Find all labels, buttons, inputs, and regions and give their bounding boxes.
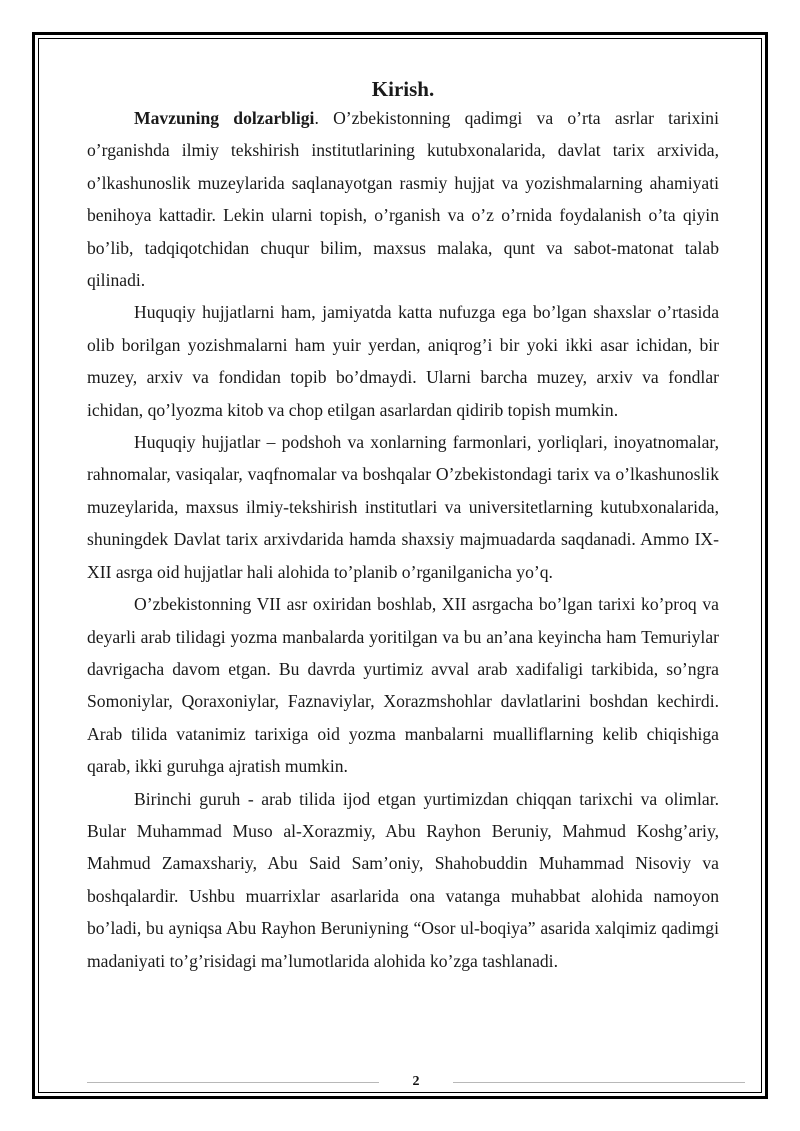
paragraph-legal-documents-types (87, 426, 719, 588)
paragraph-text: O’zbekistonning VII asr oxiridan boshlab, XII asrgacha bo’lgan tarixi ko’proq va deyarli arab tilidagi yozma manbalarda yoritilgan va bu an’ana keyincha ham Temuriylar davrigacha davom etgan. Bu davrda yurtimiz avval arab xadifaligi tarkibida, so’ngra Somoniylar, Qoraxoniylar, Faznaviylar, Xorazmshohlar davlatlarini boshdan kechirdi. Arab tilida vatanimiz tarixiga oid yozma manbalarni mualliflarning kelib chiqishiga qarab, ikki guruhga ajratish mumkin. (87, 594, 719, 777)
paragraph-text: Huquqiy hujjatlar – podshoh va xonlarning farmonlari, yorliqlari, inoyatnomalar, rahnomalar, vasiqalar, vaqfnomalar va boshqalar O’zbekistondagi tarix va o’lkashunoslik muzeylarida, maxsus ilmiy-tekshirish institutlari va universitetlarning kutubxonalarida, shuningdek Davlat tarix arxivdarida hamda shaxsiy majmuadarda saqdanadi. Ammo IX-XII asrga oid hujjatlar hali alohida to’planib o’rganilganicha yo’q. (87, 432, 719, 582)
paragraph-history-sources (87, 588, 719, 782)
page-footer (87, 1074, 745, 1090)
paragraph-relevance (87, 102, 719, 296)
paragraph-text: Birinchi guruh - arab tilida ijod etgan yurtimizdan chiqqan tarixchi va olimlar. Bular Muhammad Muso al-Xorazmiy, Abu Rayhon Beruniy, Mahmud Koshg’ariy, Mahmud Zamaxshariy, Abu Said Sam’oniy, Shahobuddin Muhammad Nisoviy va boshqalardir. Ushbu muarrixlar asarlarida ona vatanga muhabbat alohida namoyon bo’ladi, bu ayniqsa Abu Rayhon Beruniyning “Osor ul-boqiya” asarida xalqimiz qadimgi madaniyati to’g’risidagi ma’lumotlarida alohida ko’zga tashlanadi. (87, 788, 719, 971)
paragraph-lead: Mavzuning dolzarbligi (134, 108, 315, 128)
paragraph-text: Huquqiy hujjatlarni ham, jamiyatda katta nufuzga ega bo’lgan shaxslar o’rtasida olib borilgan yozishmalarni ham yuir yerdan, aniqrog’i bir yoki ikki asar ichidan, bir muzey, arxiv va fondidan topib bo’dmaydi. Ularni barcha muzey, arxiv va fondlar ichidan, qo’lyozma kitob va chop etilgan asarlardan qidirib topish mumkin. (87, 302, 719, 420)
footer-rule-right (453, 1082, 745, 1083)
document-title: Kirish. (371, 77, 435, 101)
page-number: 2 (412, 1074, 420, 1089)
paragraph-text: . O’zbekistonning qadimgi va o’rta asrlar tarixini o’rganishda ilmiy tekshirish institutlarining kutubxonalarida, davlat tarix arxivida, o’lkashunoslik muzeylarida saqlanayotgan rasmiy hujjat va yozishmalarning ahamiyati benihoya kattadir. Lekin ularni topish, o’rganish va o’z o’rnida foydalanish o’ta qiyin bo’lib, tadqiqotchidan chuqur bilim, maxsus malaka, qunt va sabot-matonat talab qilinadi. (87, 108, 719, 291)
paragraph-first-group (87, 783, 719, 977)
paragraph-legal-documents (87, 296, 719, 426)
document-body (87, 76, 719, 977)
